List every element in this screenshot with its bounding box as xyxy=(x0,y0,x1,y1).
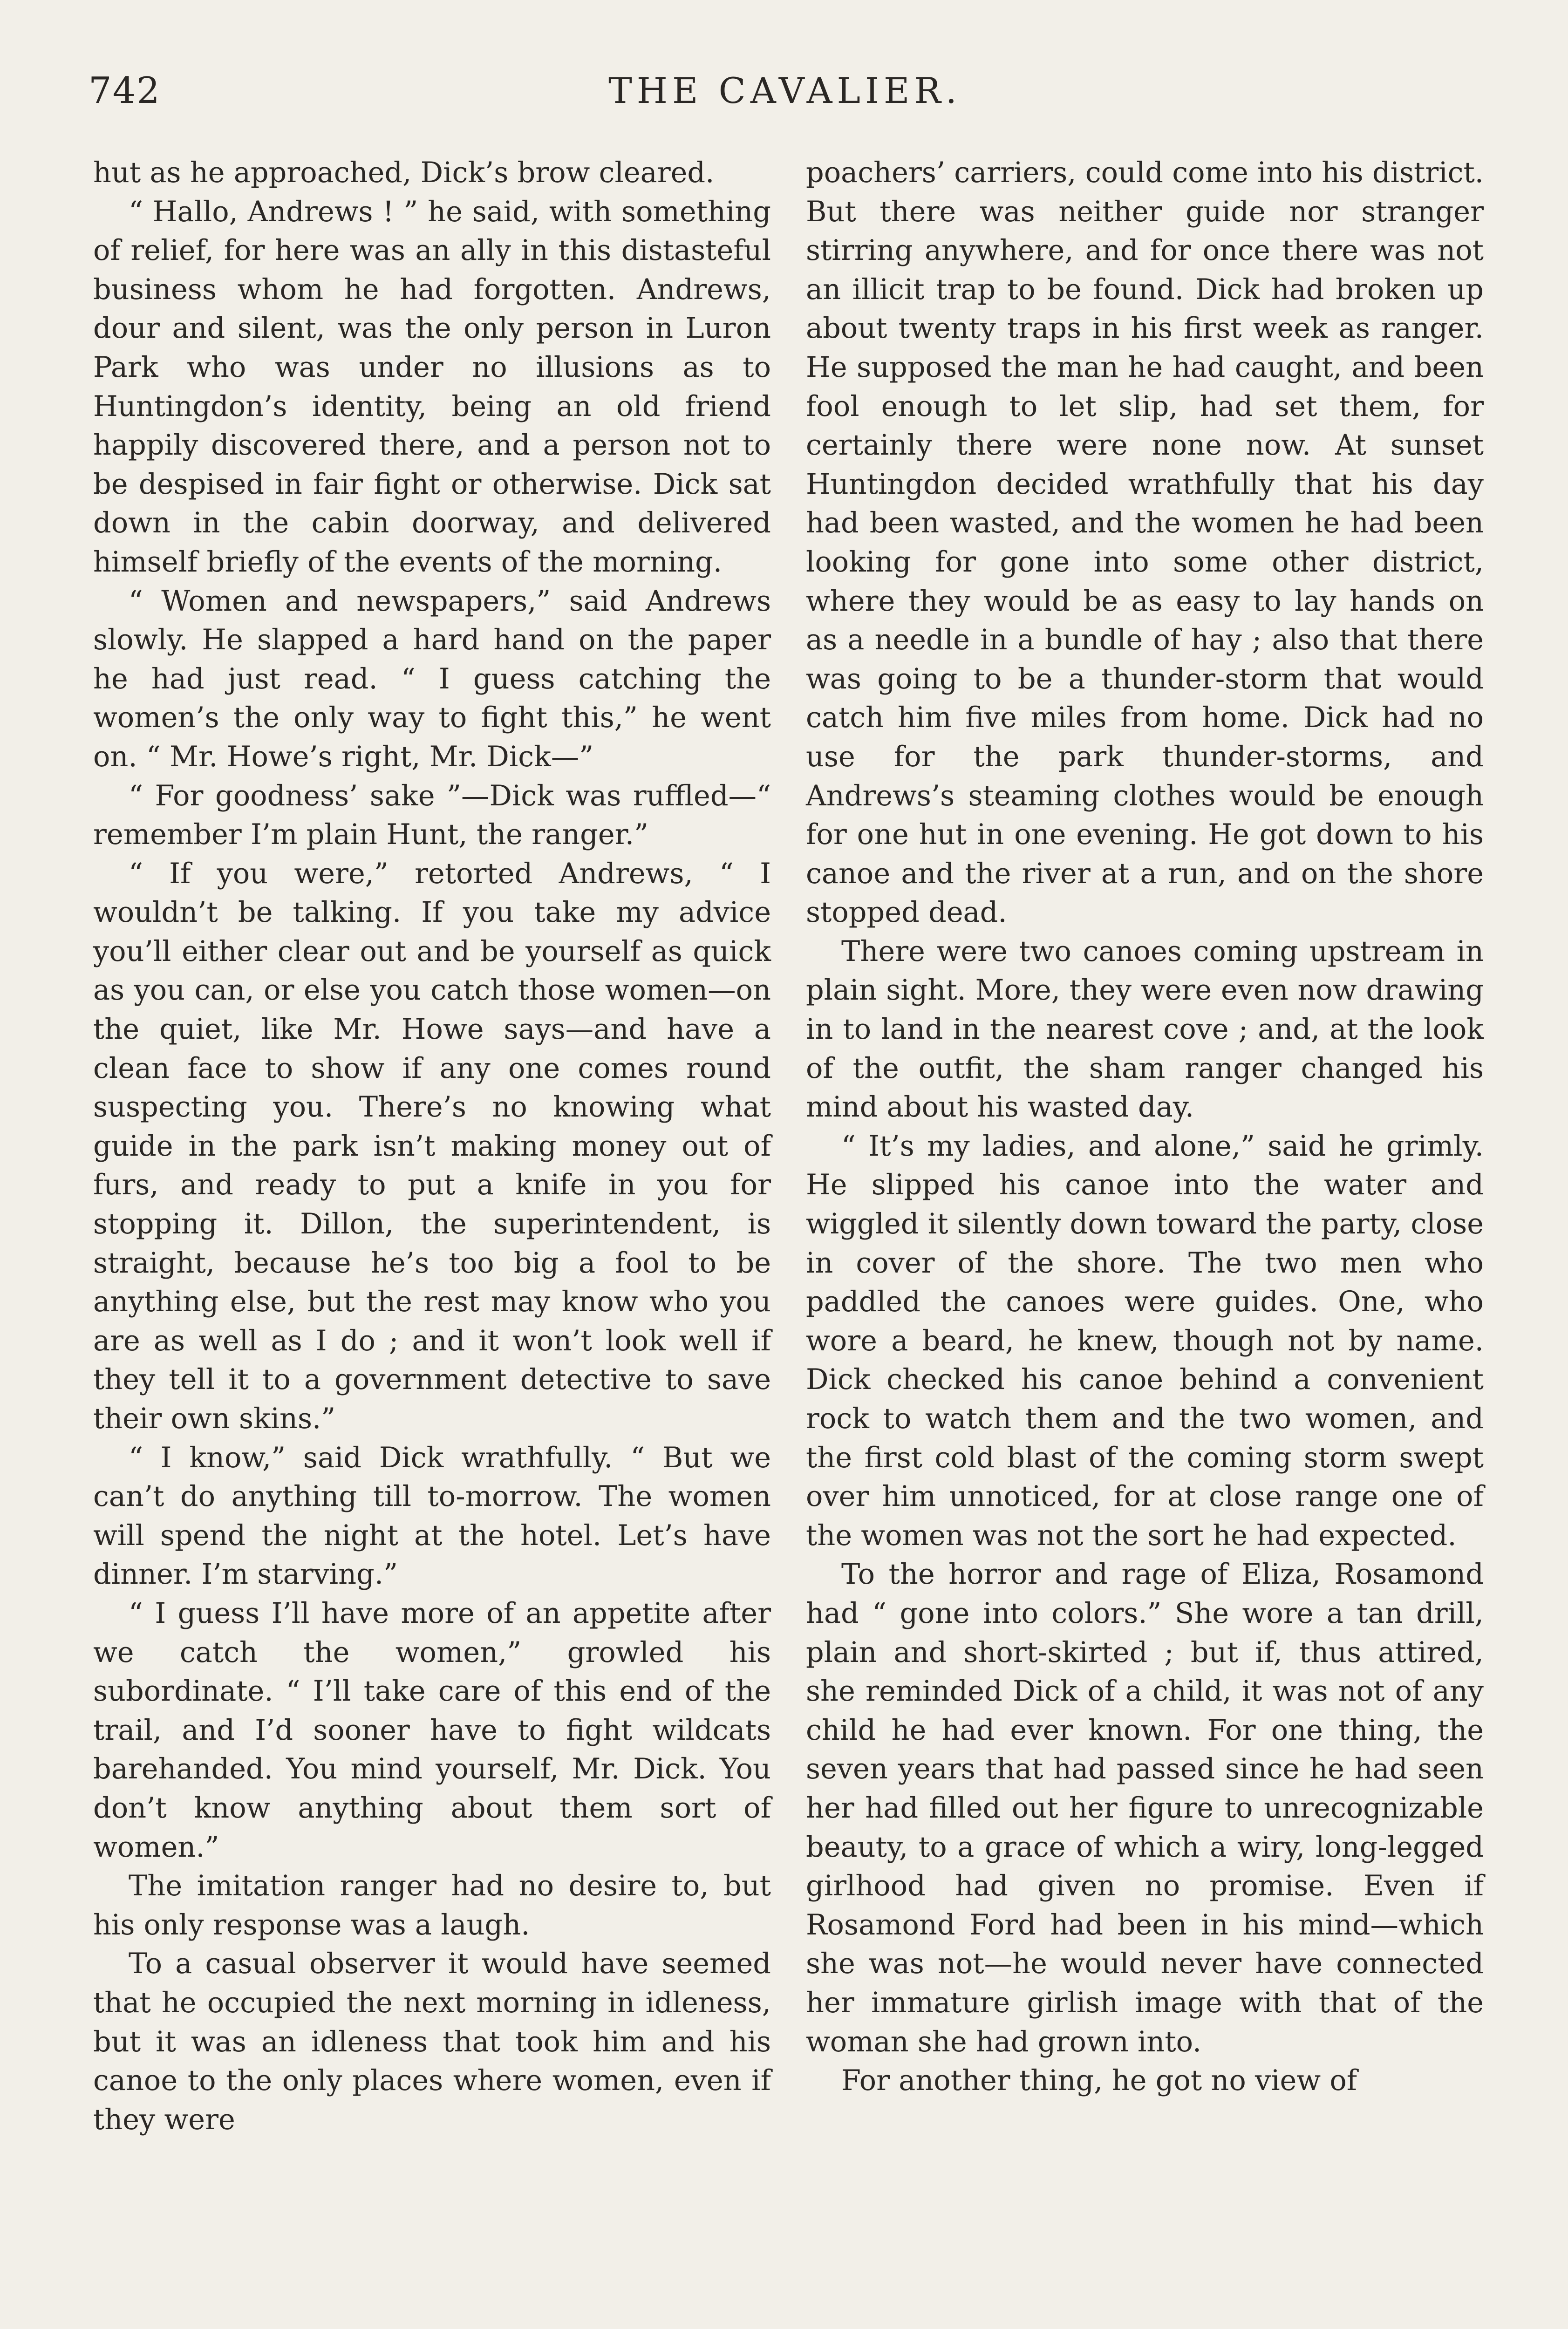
paragraph: “ For goodness’ sake ”—Dick was ruffled—“ remember I’m plain Hunt, the ranger.” xyxy=(93,779,771,851)
page-header xyxy=(89,70,1481,121)
paragraph: The imitation ranger had no desire to, but his only response was a laugh. xyxy=(93,1870,771,1941)
paragraph: poachers’ carriers, could come into his district. But there was neither guide nor stranger stirring anywhere, and for once there was not an illicit trap to be found. Dick had broken up about twenty traps in his first week as ranger. He supposed the man he had caught, and been fool enough to let slip, had set them, for certainly there were none now. At sunset Huntingdon decided wrathfully that his day had been wasted, and the women he had been looking for gone into some other district, where they would be as easy to lay hands on as a needle in a bundle of hay ; also that there was going to be a thunder-storm that would catch him five miles from home. Dick had no use for the park thunder-storms, and Andrews’s steaming clothes would be enough for one hut in one evening. He got down to his canoe and the river at a run, and on the shore stopped dead. xyxy=(806,157,1484,929)
paragraph: “ It’s my ladies, and alone,” said he grimly. He slipped his canoe into the water and wiggled it silently down toward the party, close in cover of the shore. The two men who paddled the canoes were guides. One, who wore a beard, he knew, though not by name. Dick checked his canoe behind a convenient rock to watch them and the two women, and the first cold blast of the coming storm swept over him unnoticed, for at close range one of the women was not the sort he had expected. xyxy=(806,1130,1484,1552)
page-number: 742 xyxy=(89,70,161,112)
paragraph: “ Women and newspapers,” said Andrews slowly. He slapped a hard hand on the paper he had just read. “ I guess catching the women’s the only way to fight this,” he went on. “ Mr. Howe’s right, Mr. Dick—” xyxy=(93,585,771,773)
left-column xyxy=(93,154,771,2139)
paragraph: hut as he approached, Dick’s brow cleared. xyxy=(93,157,715,189)
paragraph: To a casual observer it would have seemed that he occupied the next morning in idleness, but it was an idleness that took him and his canoe to the only places where women, even if they were xyxy=(93,1948,771,2136)
paragraph: For another thing, he got no view of xyxy=(841,2064,1357,2097)
paragraph: “ I guess I’ll have more of an appetite after we catch the women,” growled his subordinate. “ I’ll take care of this end of the trail, and I’d sooner have to fight wildcats barehanded. You mind yourself, Mr. Dick. You don’t know anything about them sort of women.” xyxy=(93,1597,771,1864)
paragraph: “ If you were,” retorted Andrews, “ I wouldn’t be talking. If you take my advice you’ll either clear out and be yourself as quick as you can, or else you catch those women—on the quiet, like Mr. Howe says—and have a clean face to show if any one comes round suspecting you. There’s no knowing what guide in the park isn’t making money out of furs, and ready to put a knife in you for stopping it. Dillon, the superintendent, is straight, because he’s too big a fool to be anything else, but the rest may know who you are as well as I do ; and it won’t look well if they tell it to a government detective to save their own skins.” xyxy=(93,857,771,1435)
paragraph: “ I know,” said Dick wrathfully. “ But we can’t do anything till to-morrow. The women will spend the night at the hotel. Let’s have dinner. I’m starving.” xyxy=(93,1441,771,1591)
right-column xyxy=(806,154,1484,2101)
paragraph: There were two canoes coming upstream in plain sight. More, they were even now drawing in to land in the nearest cove ; and, at the look of the outfit, the sham ranger changed his mind about his wasted day. xyxy=(806,935,1484,1124)
paragraph: “ Hallo, Andrews ! ” he said, with something of relief, for here was an ally in this distasteful business whom he had forgotten. Andrews, dour and silent, was the only person in Luron Park who was under no illusions as to Huntingdon’s identity, being an old friend happily discovered there, and a person not to be despised in fair fight or otherwise. Dick sat down in the cabin doorway, and delivered himself briefly of the events of the morning. xyxy=(93,195,771,579)
running-title: THE CAVALIER. xyxy=(608,70,961,111)
paragraph: To the horror and rage of Eliza, Rosamond had “ gone into colors.” She wore a tan drill, plain and short-skirted ; but if, thus attired, she reminded Dick of a child, it was not of any child he had ever known. For one thing, the seven years that had passed since he had seen her had filled out her figure to unrecognizable beauty, to a grace of which a wiry, long-legged girlhood had given no promise. Even if Rosamond Ford had been in his mind—which she was not—he would never have connected her immature girlish image with that of the woman she had grown into. xyxy=(806,1558,1484,2058)
